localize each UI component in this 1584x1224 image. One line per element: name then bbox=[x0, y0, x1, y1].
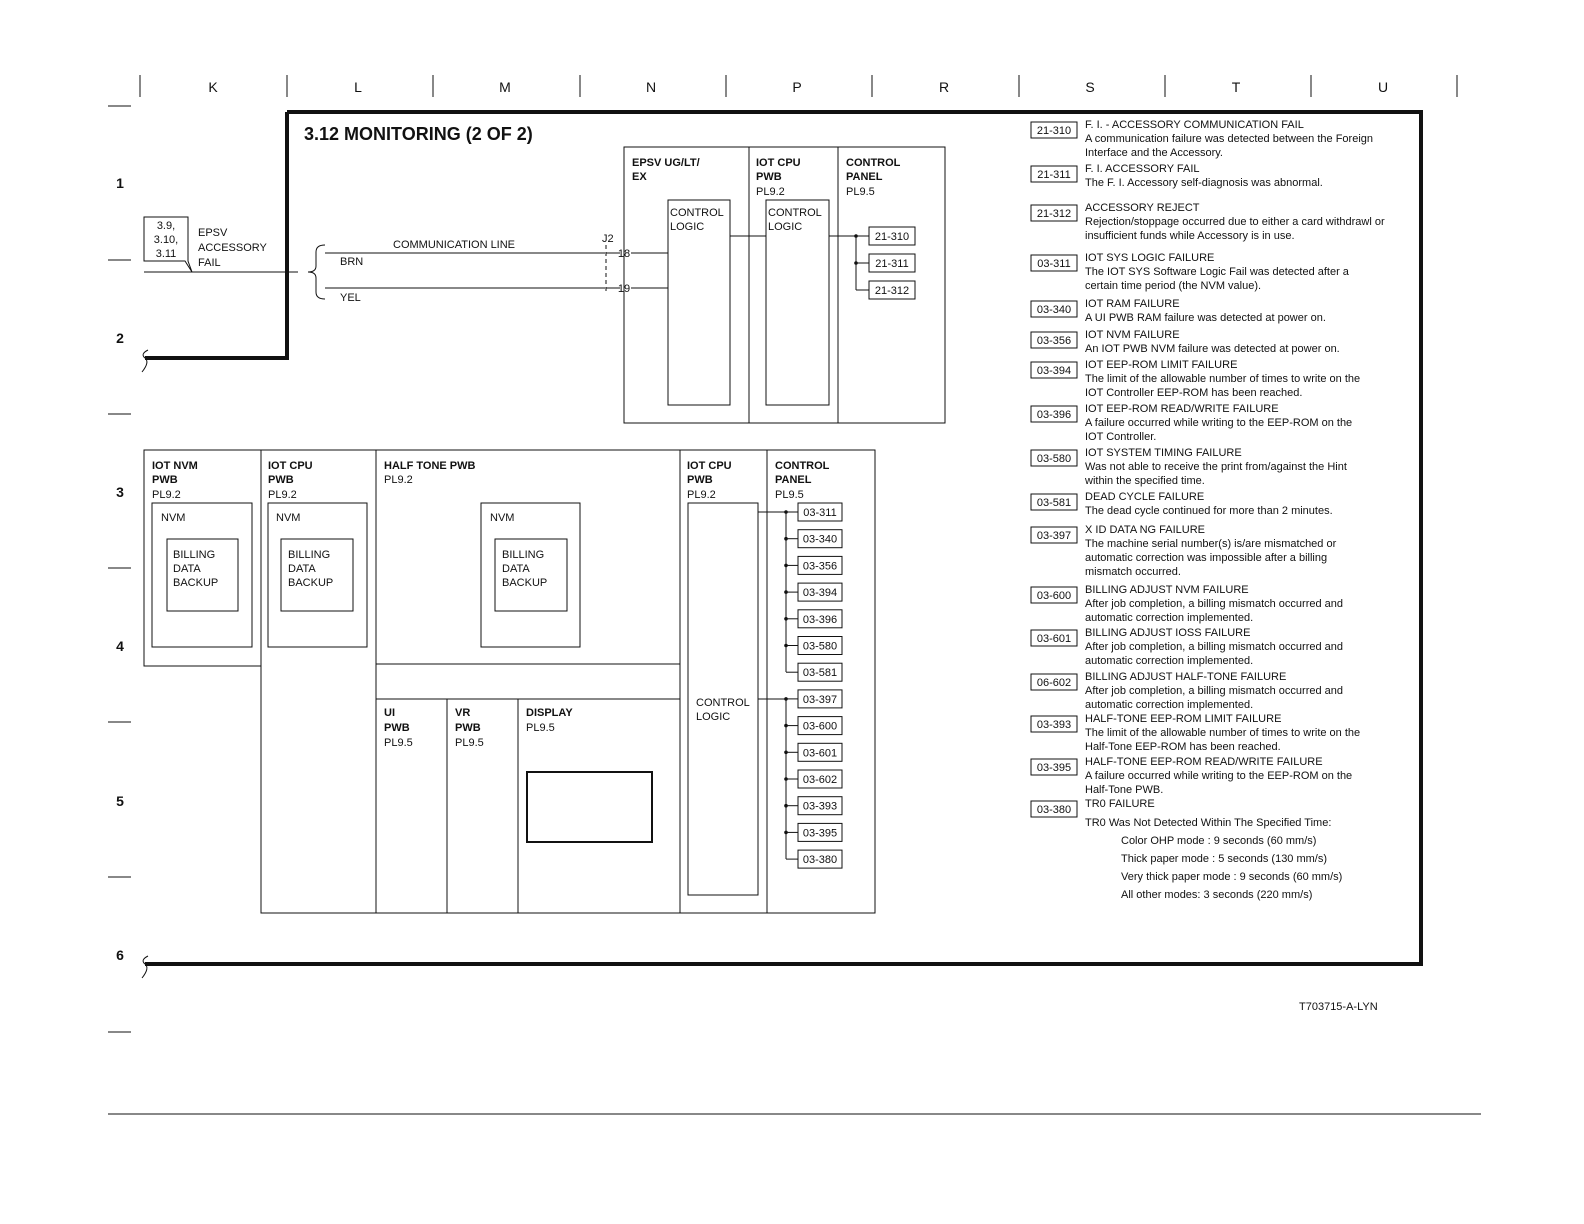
pin-number: 19 bbox=[617, 283, 631, 295]
iot-cpu-box-title: IOT CPU bbox=[756, 157, 801, 169]
error-code-tag: 03-601 bbox=[802, 747, 838, 760]
legend-description: A failure occurred while writing to the EEP-ROM on the bbox=[1085, 417, 1353, 429]
column-ruler bbox=[140, 75, 1457, 97]
error-code-tag: 21-311 bbox=[875, 258, 909, 270]
legend-heading: IOT SYS LOGIC FAILURE bbox=[1085, 252, 1215, 264]
column-label: U bbox=[1377, 79, 1389, 95]
error-code-tag: 03-396 bbox=[802, 613, 838, 626]
iot-nvm-title: PL9.2 bbox=[152, 489, 181, 501]
tr0-note bbox=[1085, 817, 1342, 901]
legend-entry bbox=[1031, 756, 1352, 796]
drawing-id: T703715-A-LYN bbox=[1299, 1001, 1378, 1013]
legend-code: 03-393 bbox=[1036, 719, 1072, 731]
legend-description: Half-Tone EEP-ROM has been reached. bbox=[1085, 741, 1281, 753]
legend-heading: BILLING ADJUST HALF-TONE FAILURE bbox=[1085, 671, 1287, 683]
tr0-mode: Color OHP mode : 9 seconds (60 mm/s) bbox=[1121, 835, 1317, 847]
legend-description: After job completion, a billing mismatch occurred and bbox=[1085, 685, 1344, 697]
legend-description: insufficient funds while Accessory is in use. bbox=[1085, 230, 1295, 242]
legend-code: 03-601 bbox=[1036, 633, 1072, 645]
half-tone-title: HALF TONE PWB bbox=[384, 460, 476, 472]
legend-code: 03-380 bbox=[1036, 804, 1072, 816]
legend-entry bbox=[1031, 119, 1373, 159]
legend-code: 21-312 bbox=[1036, 208, 1072, 220]
billing-label: BACKUP bbox=[502, 577, 548, 589]
legend-description: certain time period (the NVM value). bbox=[1085, 280, 1262, 292]
column-label: N bbox=[645, 79, 657, 95]
ref-box-text: 3.10, bbox=[153, 234, 179, 246]
ref-box-text: 3.9, bbox=[156, 220, 176, 232]
billing-label: BILLING bbox=[502, 549, 545, 561]
error-code-tag: 03-356 bbox=[802, 560, 838, 573]
legend-description: The IOT SYS Software Logic Fail was detected after a bbox=[1085, 266, 1349, 278]
column-label: L bbox=[354, 79, 362, 95]
legend-description: automatic correction was impossible after a billing bbox=[1085, 552, 1328, 564]
display-title: PL9.5 bbox=[526, 722, 555, 734]
control-panel-title: PL9.5 bbox=[775, 489, 804, 501]
column-label: S bbox=[1085, 79, 1095, 95]
ui-pwb-title: UI bbox=[384, 707, 395, 719]
legend-entry bbox=[1031, 584, 1343, 624]
ref-box-text: 3.11 bbox=[155, 248, 177, 260]
page-title: 3.12 MONITORING (2 OF 2) bbox=[304, 124, 533, 144]
legend-heading: F. I. - ACCESSORY COMMUNICATION FAIL bbox=[1085, 119, 1304, 131]
vr-pwb-title: PL9.5 bbox=[455, 737, 484, 749]
legend-heading: IOT SYSTEM TIMING FAILURE bbox=[1085, 447, 1242, 459]
control-logic-label: LOGIC bbox=[670, 221, 705, 233]
legend-code: 03-580 bbox=[1036, 453, 1072, 465]
billing-label: BILLING bbox=[288, 549, 331, 561]
row-label: 2 bbox=[116, 330, 124, 346]
error-code-tag: 03-393 bbox=[802, 800, 838, 813]
legend-description: A communication failure was detected between the Foreign bbox=[1085, 133, 1373, 145]
legend-entry bbox=[1031, 359, 1360, 399]
billing-label: DATA bbox=[288, 563, 316, 575]
error-code-tag: 03-340 bbox=[802, 533, 838, 546]
iot-nvm-title: PWB bbox=[152, 474, 178, 486]
control-logic-label: LOGIC bbox=[696, 711, 731, 723]
legend-heading: BILLING ADJUST IOSS FAILURE bbox=[1085, 627, 1251, 639]
legend-heading: IOT RAM FAILURE bbox=[1085, 298, 1180, 310]
tr0-mode: All other modes: 3 seconds (220 mm/s) bbox=[1121, 889, 1313, 901]
legend-entry bbox=[1031, 798, 1155, 817]
row-ruler bbox=[108, 106, 131, 1032]
legend-heading: IOT EEP-ROM LIMIT FAILURE bbox=[1085, 359, 1238, 371]
legend-code: 21-311 bbox=[1037, 169, 1071, 181]
legend-description: The dead cycle continued for more than 2 minutes. bbox=[1085, 505, 1333, 517]
legend-description: IOT Controller EEP-ROM has been reached. bbox=[1085, 387, 1303, 399]
legend-code: 03-397 bbox=[1036, 530, 1072, 542]
legend-heading: F. I. ACCESSORY FAIL bbox=[1085, 163, 1200, 175]
top-section bbox=[144, 147, 945, 423]
tr0-mode: Thick paper mode : 5 seconds (130 mm/s) bbox=[1121, 853, 1328, 865]
legend-description: Was not able to receive the print from/against the Hint bbox=[1085, 461, 1347, 473]
billing-label: BACKUP bbox=[173, 577, 219, 589]
legend-description: automatic correction implemented. bbox=[1085, 699, 1254, 711]
legend-description: mismatch occurred. bbox=[1085, 566, 1181, 578]
legend-description: Rejection/stoppage occurred due to either a card withdrawl or bbox=[1085, 216, 1385, 228]
billing-label: BILLING bbox=[173, 549, 216, 561]
nvm-label: NVM bbox=[161, 512, 186, 524]
bottom-code-tags bbox=[784, 503, 842, 868]
error-code-tag: 03-380 bbox=[802, 854, 838, 867]
legend-code: 03-395 bbox=[1036, 762, 1072, 774]
error-code-tag: 03-600 bbox=[802, 720, 838, 733]
control-panel-title: PANEL bbox=[775, 474, 812, 486]
row-label: 1 bbox=[116, 175, 124, 191]
legend-code: 21-310 bbox=[1036, 125, 1072, 137]
legend-code: 03-356 bbox=[1036, 335, 1072, 347]
legend-description: Interface and the Accessory. bbox=[1085, 147, 1223, 159]
legend-entry bbox=[1031, 627, 1343, 667]
vr-pwb-title: PWB bbox=[455, 722, 481, 734]
legend-heading: HALF-TONE EEP-ROM LIMIT FAILURE bbox=[1085, 713, 1282, 725]
legend-entry bbox=[1031, 163, 1323, 189]
nvm-label: NVM bbox=[276, 512, 301, 524]
legend-description: An IOT PWB NVM failure was detected at power on. bbox=[1085, 343, 1340, 355]
error-code-tag: 21-312 bbox=[874, 285, 910, 297]
legend-heading: IOT NVM FAILURE bbox=[1085, 329, 1180, 341]
billing-label: DATA bbox=[173, 563, 201, 575]
legend-description: The F. I. Accessory self-diagnosis was abnormal. bbox=[1085, 177, 1323, 189]
row-label: 6 bbox=[116, 947, 124, 963]
control-logic-label: CONTROL bbox=[696, 697, 750, 709]
legend-code: 03-581 bbox=[1036, 497, 1072, 509]
vr-pwb-title: VR bbox=[455, 707, 471, 719]
bottom-section bbox=[144, 450, 875, 913]
iot-cpu-left-title: PL9.2 bbox=[268, 489, 297, 501]
error-code-tag: 03-311 bbox=[803, 507, 837, 519]
error-code-tag: 03-395 bbox=[802, 827, 838, 840]
billing-label: DATA bbox=[502, 563, 530, 575]
billing-label: BACKUP bbox=[288, 577, 334, 589]
column-label: M bbox=[499, 79, 511, 95]
column-label: K bbox=[208, 79, 218, 95]
legend-description: A failure occurred while writing to the EEP-ROM on the bbox=[1085, 770, 1353, 782]
legend-description: The machine serial number(s) is/are mismatched or bbox=[1085, 538, 1337, 550]
legend-description: automatic correction implemented. bbox=[1085, 612, 1254, 624]
error-code-tag: 03-602 bbox=[802, 774, 838, 786]
legend-entry bbox=[1031, 329, 1340, 355]
legend-entry bbox=[1031, 713, 1360, 753]
control-logic-label: CONTROL bbox=[670, 207, 724, 219]
ui-pwb-title: PL9.5 bbox=[384, 737, 413, 749]
comm-line-label: COMMUNICATION LINE bbox=[393, 239, 516, 251]
iot-cpu-left-title: PWB bbox=[268, 474, 294, 486]
column-label: T bbox=[1231, 79, 1241, 95]
iot-cpu-right-title: PL9.2 bbox=[687, 489, 716, 501]
tr0-mode: Very thick paper mode : 9 seconds (60 mm/s) bbox=[1121, 871, 1343, 883]
iot-cpu-box-title: PWB bbox=[756, 171, 782, 183]
epsv-box-title: EPSV UG/LT/ bbox=[632, 157, 700, 169]
half-tone-title: PL9.2 bbox=[384, 474, 413, 486]
legend-heading: BILLING ADJUST NVM FAILURE bbox=[1085, 584, 1249, 596]
error-code-tag: 03-581 bbox=[802, 667, 838, 680]
error-code-tag: 21-310 bbox=[874, 231, 910, 243]
control-panel-box-title: CONTROL bbox=[846, 157, 901, 169]
legend-description: within the specified time. bbox=[1085, 475, 1205, 487]
legend-entry bbox=[1031, 403, 1352, 443]
legend-heading: TR0 FAILURE bbox=[1085, 798, 1155, 810]
error-code-tag: 03-580 bbox=[802, 640, 838, 653]
legend-entry bbox=[1031, 298, 1326, 324]
legend-code: 06-602 bbox=[1036, 677, 1072, 689]
column-label: P bbox=[792, 79, 802, 95]
legend-entry bbox=[1031, 447, 1347, 487]
legend-heading: HALF-TONE EEP-ROM READ/WRITE FAILURE bbox=[1085, 756, 1323, 768]
row-label: 5 bbox=[116, 793, 124, 809]
epsv-box-title: EX bbox=[632, 171, 647, 183]
legend-code: 03-396 bbox=[1036, 409, 1072, 421]
legend-entry bbox=[1031, 524, 1337, 578]
iot-cpu-right-title: IOT CPU bbox=[687, 460, 732, 472]
legend-description: The limit of the allowable number of times to write on the bbox=[1085, 727, 1361, 739]
legend-entry bbox=[1031, 252, 1350, 292]
control-logic-label: LOGIC bbox=[768, 221, 803, 233]
row-label: 4 bbox=[116, 638, 124, 654]
legend-code: 03-311 bbox=[1037, 258, 1071, 270]
error-code-tag: 03-394 bbox=[802, 587, 838, 600]
iot-cpu-box-title: PL9.2 bbox=[756, 186, 785, 198]
legend-heading: X ID DATA NG FAILURE bbox=[1085, 524, 1206, 536]
iot-cpu-left-title: IOT CPU bbox=[268, 460, 313, 472]
wire-yel-label: YEL bbox=[340, 292, 361, 304]
signal-label: FAIL bbox=[198, 257, 221, 269]
legend-code: 03-600 bbox=[1036, 590, 1072, 602]
column-label: R bbox=[938, 79, 950, 95]
signal-label: EPSV bbox=[198, 227, 228, 239]
tr0-heading: TR0 Was Not Detected Within The Specified Time: bbox=[1085, 817, 1332, 829]
legend-description: A UI PWB RAM failure was detected at power on. bbox=[1085, 312, 1326, 324]
display-screen bbox=[527, 772, 652, 842]
legend-entry bbox=[1031, 491, 1333, 517]
legend-entry bbox=[1031, 671, 1343, 711]
wire-brn-label: BRN bbox=[340, 256, 364, 268]
legend-entry bbox=[1031, 202, 1385, 242]
legend-description: Half-Tone PWB. bbox=[1085, 784, 1164, 796]
error-code-legend bbox=[1031, 119, 1385, 901]
control-logic-label: CONTROL bbox=[768, 207, 822, 219]
legend-heading: DEAD CYCLE FAILURE bbox=[1085, 491, 1205, 503]
legend-code: 03-340 bbox=[1036, 304, 1072, 316]
legend-description: After job completion, a billing mismatch occurred and bbox=[1085, 598, 1344, 610]
pin-number: 18 bbox=[617, 248, 631, 260]
iot-nvm-title: IOT NVM bbox=[152, 460, 198, 472]
legend-heading: ACCESSORY REJECT bbox=[1085, 202, 1200, 214]
connector-label: J2 bbox=[602, 233, 614, 245]
row-label: 3 bbox=[116, 484, 124, 500]
legend-description: After job completion, a billing mismatch occurred and bbox=[1085, 641, 1344, 653]
nvm-label: NVM bbox=[490, 512, 515, 524]
control-panel-title: CONTROL bbox=[775, 460, 830, 472]
control-panel-box-title: PANEL bbox=[846, 171, 883, 183]
legend-code: 03-394 bbox=[1036, 365, 1072, 377]
iot-cpu-right-title: PWB bbox=[687, 474, 713, 486]
error-code-tag: 03-397 bbox=[802, 693, 838, 706]
legend-heading: IOT EEP-ROM READ/WRITE FAILURE bbox=[1085, 403, 1279, 415]
legend-description: IOT Controller. bbox=[1085, 431, 1157, 443]
legend-description: The limit of the allowable number of times to write on the bbox=[1085, 373, 1361, 385]
ui-pwb-title: PWB bbox=[384, 722, 410, 734]
display-title: DISPLAY bbox=[526, 707, 573, 719]
control-panel-box-title: PL9.5 bbox=[846, 186, 875, 198]
signal-label: ACCESSORY bbox=[198, 242, 267, 254]
legend-description: automatic correction implemented. bbox=[1085, 655, 1254, 667]
